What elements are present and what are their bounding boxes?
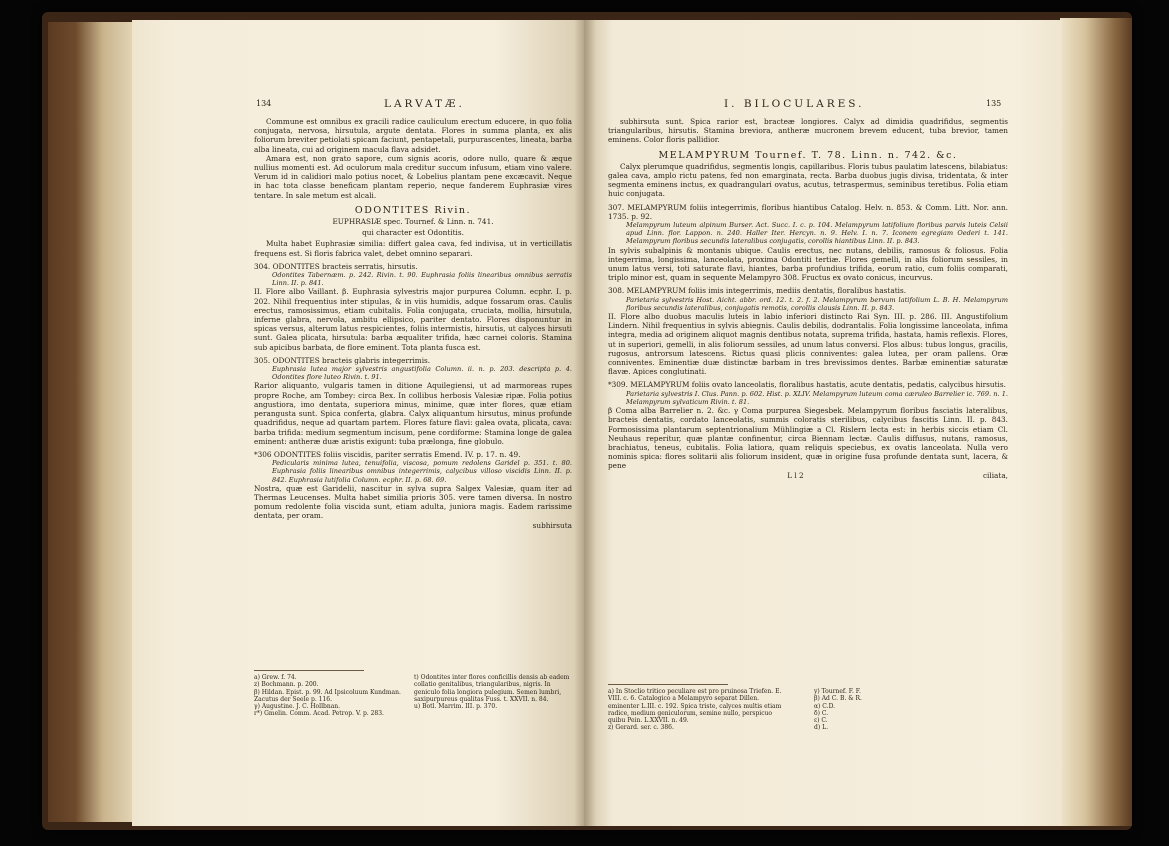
species-entry xyxy=(608,203,1008,283)
species-description: Nostra, quæ est Garidelii, nascitur in sylva supra Salgex Valesiæ, quam iter ad Thermas Leucenses. Multa habet similia prioris 305. vere tamen diversa. In nostro pomum redolente folia viscida sunt, etiam adulta, juniora magis. Eadem rarissime dentata, per oram. xyxy=(254,483,572,521)
species-synonyms: Odontites Tabernæm. p. 242. Rivin. t. 90. Euphrasia foliis linearibus omnibus serratis Linn. II. p. 841. xyxy=(272,271,572,288)
species-number: 305. xyxy=(254,355,271,365)
footnote: t) Odontites inter flores conficillis densis ab eadem collatio genitalibus, triangularibus, nigris. In geniculo folia longiora pulegium. Semen lumbri, saxipurpureus qualitas Fuss. t. XXVII. n. 84. xyxy=(414,674,570,703)
footnote: y) Tournef. F. F. xyxy=(814,688,861,695)
species-synonyms: Euphrasia lutea major sylvestris angustifolia Column. ii. n. p. 203. descripta p. 4. Odontites flore luteo Rivin. t. 91. xyxy=(272,365,572,382)
species-number: 304. xyxy=(254,261,271,271)
species-entry xyxy=(254,356,572,446)
footnote: a) Grew. f. 74. xyxy=(254,674,297,681)
intro-paragraph: subhirsuta sunt. Spica rarior est, bracteæ longiores. Calyx ad dimidia quadrifidus, segmentis triangularibus, hirsutis. Stamina breviora, antheræ mucronem brevem educent, tuba brevior, tamen eminens. Color floris pallidior. xyxy=(608,117,1008,145)
species-synonyms: Parietaria sylvestris Host. Aicht. abbr. ord. 12. t. 2. f. 2. Melampyrum bervum latifolium L. B. H. Melampyrum floribus secundis lateralibus, conjugatis remotis, corollis clausis Linn. II. p. 843. xyxy=(626,295,1008,312)
intro-paragraph: Commune est omnibus ex gracili radice cauliculum erectum educere, in quo folia conjugata, nervosa, hirsutula, argute dentata. Flores in summa planta, ex alis foliorum breviter petiolati spicam faciunt, pentapetali, purpurascentes, lineata, barba alba lineata, cui ad originem macula flava adsidet. xyxy=(254,117,572,154)
species-description: Rarior aliquanto, vulgaris tamen in ditione Aquilegiensi, ut ad marmoreas rupes propre Roche, am Tombey: circa Bex. In collibus herbosis Valesiæ ripæ. Folia potius angustiora, imo dentata, superiora minus, minime, quæ inter flores, quæ etiam perangusta sunt. Spica conferta, glabra. Calyx aliquantum hirsutus, minus profunde quadrifidus, neque ad quartam partem. Flores fature flavi: galea ovata, plicata, cava: barba trifida: medium segmentum incisum, pene cordiforme: Stamina longe de galea eminent: antheræ duæ aristis exigunt: tuba prælonga, fine globulo. xyxy=(254,381,572,446)
footnote: β) Ad C. B. & R. xyxy=(814,695,862,703)
species-synonyms: Pedicularis minima lutea, tenuifolia, viscosa, pomum redolens Garidel p. 351. t. 80. Euphrasia foliis linearibus omnibus integerrimis, calycibus villoso viscidis Linn. II. p. 842. Euphrasia lutifolia Column. ecphr. II. p. 68. 69. xyxy=(272,459,572,484)
species-number: 308. xyxy=(608,286,625,296)
species-heading xyxy=(608,380,1008,389)
page-body xyxy=(254,117,572,530)
right-page-edges xyxy=(1060,18,1132,826)
species-heading xyxy=(608,203,1008,221)
footnote: r*) Gmelin. Comm. Acad. Petrop. V. p. 283. xyxy=(254,710,384,718)
species-description: II. Flore albo Vaillant. β. Euphrasia sylvestris major purpurea Column. ecphr. I. p. 202. Nihil frequentius inter stipulas, & in viis humidis, adque fossarum oras. Caulis erectus, ramosissimus, etiam cubitalis. Folia conjugata, cruciata, mollia, hirsutula, inferne glabra, nervola, ambitu ellipsico, pariter dentato. Flores disponuntur in spicas versus, alterum latus respicientes, foliis intermistis, hirsutis, ut calyces hirsuti sunt. Galea plicata, hirsutula: barba æqualiter trifida, hæc carnei coloris. Stamina sub apicibus barbata, de flore eminent. Tota planta fusca est. xyxy=(254,287,572,352)
catchword: subhirsuta xyxy=(532,520,572,530)
species-entry xyxy=(608,286,1008,376)
species-name: MELAMPYRUM foliis ovato lanceolatis, floralibus hastatis, acute dentatis, pedatis, calycibus hirsutis. xyxy=(630,380,1006,390)
footnote: u) Botl. Marrim. III. p. 370. xyxy=(414,703,498,711)
footnotes-left-column xyxy=(608,688,788,732)
footnotes-left-column xyxy=(254,674,404,718)
page-body xyxy=(608,117,1008,480)
species-number: 307. xyxy=(608,202,625,212)
species-heading xyxy=(254,262,572,271)
species-name: MELAMPYRUM foliis integerrimis, floribus hiantibus Catalog. Helv. n. 853. & Comm. Litt. Nor. ann. 1735. p. 92. xyxy=(608,202,1008,221)
footnote: β) Hildan. Epist. p. 99. Ad Ipsicoluum Kundman. Zacutus der Seele p. 116. xyxy=(254,688,401,703)
footnote: α) C.D. xyxy=(814,702,836,710)
footnote: ε) C. xyxy=(814,717,828,725)
signature-mark xyxy=(608,471,1008,480)
footnotes-right-column xyxy=(414,674,572,710)
left-page-edges xyxy=(48,22,140,822)
footnotes-right-column xyxy=(814,688,914,732)
species-number: *306 xyxy=(254,449,272,459)
catchword: ciliata, xyxy=(982,470,1008,480)
footnote: γ) Augustine. J. C. Hollbnan. xyxy=(254,703,341,711)
footnote: δ) C. xyxy=(814,709,829,717)
running-header: I. BILOCULARES. xyxy=(724,98,865,110)
signature: L l 2 xyxy=(787,470,804,480)
genus-note: qui character est Odontitis. xyxy=(362,228,464,238)
footnote: d) L. xyxy=(814,724,828,732)
species-synonyms: Melampyrum luteum alpinum Burser. Act. Succ. I. c. p. 104. Melampyrum latifolium floribus parvis luteis Celsii apud Linn. flor. Lappon. n. 240. Haller Iter. Hercyn. n. 9. Helv. I. n. 7. Iconem egregiam Oederi t. 141. Melampyrum floribus secundis lateralibus conjugatis, corollis hiantibus Linn. II. p. 843. xyxy=(626,221,1008,246)
page-number: 135 xyxy=(986,99,1002,108)
genus-title: MELAMPYRUM Tournef. T. 78. Linn. n. 742. &c. xyxy=(658,149,958,161)
species-entry xyxy=(254,450,572,521)
species-description: II. Flore albo duobus maculis luteis in labio inferiori distincto Rai Syn. III. p. 286. III. Angustifolium Lindern. Nihil frequentius in sylvis abiegnis. Caulis debilis, dodrantalis. Folia longissime lanceolata, infima integra, media ad originem aliquot magnis dentibus notata, suprema trifida, hastata, hamis reflexis. Flores, ut in superiori, gemelli, in alis foliorum sessiles, ad unum latus conversi. Flos albus: tubus longus, gracilis, rugosus, antrorsum latescens. Rictus quasi plicis conniventes: galea lutea, per oram pallens. Oræ conniventes. Eminentiæ duæ distinctæ barbam in tres brevissimos dentes. Barbæ eminentiæ saturatæ flavæ. Apices conglutinati. xyxy=(608,312,1008,377)
footnote: z) Gerard. ser. c. 386. xyxy=(608,724,674,732)
left-page xyxy=(132,20,584,826)
species-name: ODONTITES bracteis serratis, hirsutis. xyxy=(272,261,418,271)
footnote: a) In Stoclio tritico peculiare est pro pruinosa Triefen. E. VIII. c. 6. Catalogico a Melampyro separat Dillen. eminenter L.III. c. 192. Spica triste, calyces multis etiam radice, medium geniculorum, semine nullo, perspicuo quibu Pein. L.XXVII. n. 49. xyxy=(608,688,782,725)
species-heading xyxy=(254,450,572,459)
intro-paragraph: Amara est, non grato sapore, cum signis acoris, odore nullo, quare & æque nullius momenti est. Ad oculorum mala creditur succum infusum, etiam vino valere. Verum id in calidiori malo potius nocet, & Lobelius plantam pene excæcavit. Neque in hac tota classe beneficam plantam reperio, neque fanderem Euphrasiæ vires tentare. In sale metum est alcali. xyxy=(254,153,572,200)
species-entry xyxy=(254,262,572,352)
species-name: MELAMPYRUM foliis imis integerrimis, mediis dentatis, floralibus hastatis. xyxy=(626,286,907,296)
species-description: β Coma alba Barrelier n. 2. &c. γ Coma purpurea Siegesbek. Melampyrum floribus fasciatis lateralibus, bracteis dentatis, cordato lanceolatis, summis coloratis sterilibus, calycibus fascitis Linn. II. p. 843. Formosissima plantarum septentrionalium Mühlingiæ a Cl. Rislern lecta est: in herbis siccis etiam Cl. Neuhaus reperitur, quæ plantæ confinentur, circa Biennam lectæ. Caulis diffusus, nutans, ramosus, brachiatus, teneus, cubitalis. Folia latiora, quam reliquis speciebus, ex ovatis lanceolata. Nulla vero nominis spica: flores solitarii alis foliorum insident, quæ in origine fusa profunde dentata sunt, lacera, & pene xyxy=(608,406,1008,471)
species-heading xyxy=(608,286,1008,295)
page-number: 134 xyxy=(256,99,272,108)
species-name: ODONTITES foliis viscidis, pariter serratis Emend. IV. p. 17. n. 49. xyxy=(273,449,521,459)
genus-synonym: EUPHRASIÆ spec. Tournef. & Linn. n. 741. xyxy=(332,217,494,227)
species-name: ODONTITES bracteis glabris integerrimis. xyxy=(272,355,431,365)
footnote-rule xyxy=(608,684,728,685)
footnote: z) Bochmann. p. 200. xyxy=(254,681,319,689)
book-gutter xyxy=(574,20,596,826)
species-synonyms: Parietaria sylvestris I. Clus. Pann. p. 602. Hist. p. XLIV. Melampyrum luteum coma cæruleo Barrelier ic. 769. n. 1. Melampyrum sylvaticum Rivin. t. 81. xyxy=(626,389,1008,406)
species-heading xyxy=(254,356,572,365)
genus-description: Multa habet Euphrasiæ similia: differt galea cava, fed indivisa, ut in verticillatis frequens est. Si floris fabrica valet, debet omnino separari. xyxy=(254,239,572,258)
footnote-rule xyxy=(254,670,364,671)
species-number: *309. xyxy=(608,380,628,390)
species-description: In sylvis subalpinis & montanis ubique. Caulis erectus, nec nutans, debilis, ramosus & foliosus. Folia integerrima, longissima, lanceolata, proxima Odontiti tertiæ. Flores gemelli, in alis foliorum sessiles, in unum latus versi, toti saturate flavi, hiantes, barba profundius trifida, eorum ratio, cum foliis comparati, triplo minor est, quam in sequente Melampyro 308. Fructus ex ovato conicus, incurvus. xyxy=(608,245,1008,283)
species-entry xyxy=(608,380,1008,470)
running-header: LARVATÆ. xyxy=(384,98,465,110)
genus-title: ODONTITES Rivin. xyxy=(354,204,472,216)
right-page xyxy=(584,20,1062,826)
genus-description: Calyx plerumque quadrifidus, segmentis longis, capillaribus. Floris tubus paulatim latescens, bilabiatus: galea cava, amplo rictu patens, fed non emarginata, recta. Barba duobus jugis divisa, tridentata, & inter segmenta eminens inctus, ex quadrangulari ovatus, acutus, tetraspermus, seminibus teretibus. Folia etiam huic conjugata. xyxy=(608,161,1008,199)
